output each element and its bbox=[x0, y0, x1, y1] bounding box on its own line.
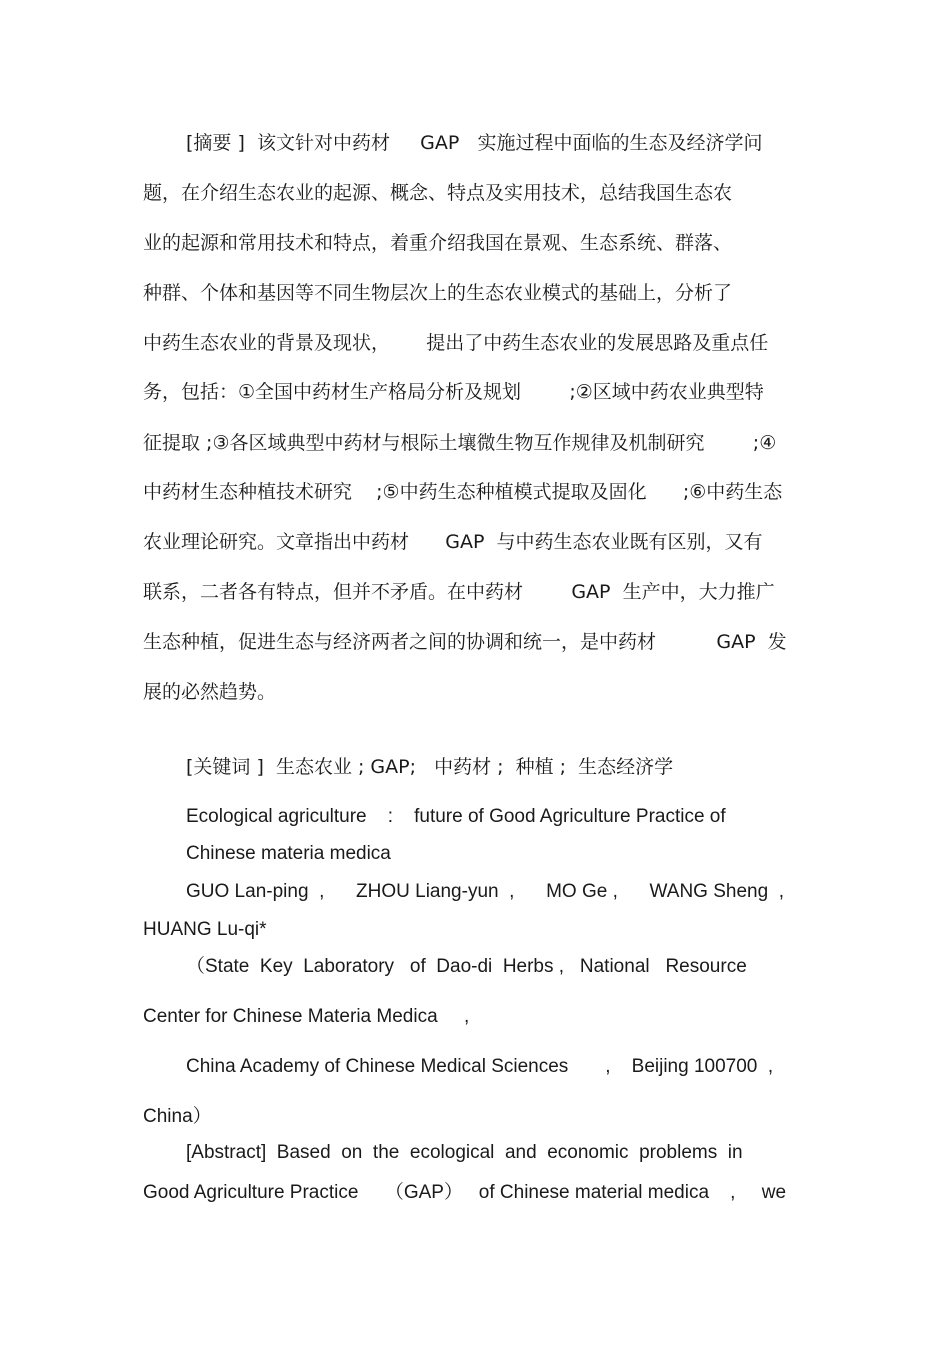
abstract-cn-line: 征提取 ;③各区域典型中药材与根际土壤微生物互作规律及机制研究 ;④ bbox=[143, 432, 777, 454]
abstract-cn-line: 农业理论研究。文章指出中药材 GAP 与中药生态农业既有区别，又有 bbox=[143, 531, 763, 553]
abstract-en-line: [Abstract] Based on the ecological and economic problems in bbox=[186, 1142, 743, 1163]
affiliation-line: Center for Chinese Materia Medica , bbox=[143, 1006, 470, 1027]
abstract-cn-line: 业的起源和常用技术和特点，着重介绍我国在景观、生态系统、群落、 bbox=[143, 232, 733, 254]
affiliation-line: （State Key Laboratory of Dao-di Herbs , National Resource bbox=[186, 956, 747, 977]
abstract-cn-line: 联系，二者各有特点，但并不矛盾。在中药材 GAP 生产中，大力推广 bbox=[143, 581, 775, 603]
abstract-cn-line: 展的必然趋势。 bbox=[143, 681, 277, 703]
affiliation-line: China） bbox=[143, 1106, 212, 1127]
keywords-cn: [关键词 ] 生态农业 ; GAP; 中药材 ; 种植 ; 生态经济学 bbox=[186, 756, 674, 778]
english-title-line: Chinese materia medica bbox=[186, 843, 391, 864]
affiliation-line: China Academy of Chinese Medical Sciences , Beijing 100700 , bbox=[186, 1056, 774, 1077]
abstract-cn-line: 题，在介绍生态农业的起源、概念、特点及实用技术，总结我国生态农 bbox=[143, 182, 733, 204]
abstract-cn-line: [摘要 ] 该文针对中药材 GAP 实施过程中面临的生态及经济学问 bbox=[186, 132, 763, 154]
authors-line: GUO Lan-ping , ZHOU Liang-yun , MO Ge , WANG Sheng , bbox=[186, 881, 784, 902]
english-title-line: Ecological agriculture : future of Good Agriculture Practice of bbox=[186, 806, 726, 827]
abstract-cn-line: 生态种植，促进生态与经济两者之间的协调和统一，是中药材 GAP 发 bbox=[143, 631, 787, 653]
abstract-cn-line: 务，包括：①全国中药材生产格局分析及规划 ;②区域中药农业典型特 bbox=[143, 381, 764, 403]
authors-line: HUANG Lu-qi* bbox=[143, 919, 267, 940]
abstract-cn-line: 中药生态农业的背景及现状， 提出了中药生态农业的发展思路及重点任 bbox=[143, 332, 769, 354]
abstract-cn-line: 中药材生态种植技术研究 ;⑤中药生态种植模式提取及固化 ;⑥中药生态 bbox=[143, 481, 783, 503]
abstract-cn-line: 种群、个体和基因等不同生物层次上的生态农业模式的基础上，分析了 bbox=[143, 282, 733, 304]
abstract-en-line: Good Agriculture Practice （GAP） of Chinese material medica , we bbox=[143, 1182, 787, 1203]
